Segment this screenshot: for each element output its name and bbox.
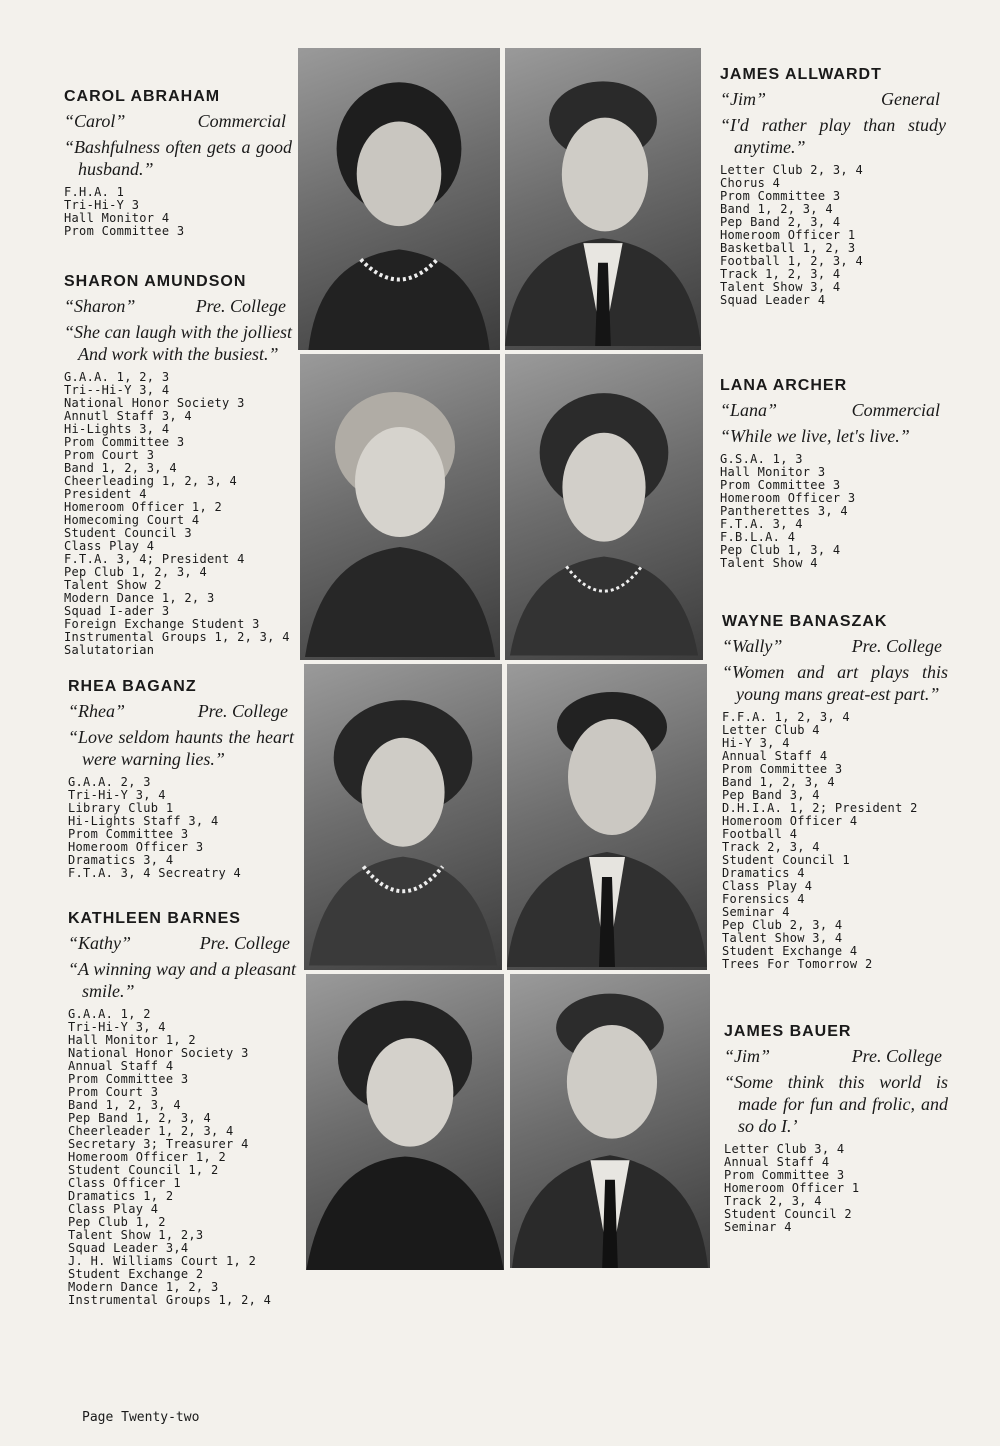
student-subline bbox=[68, 700, 294, 722]
activities-list bbox=[724, 1143, 948, 1234]
activity-item: Track 2, 3, 4 bbox=[722, 840, 820, 854]
activity-item: Hall Monitor 1, 2 bbox=[68, 1033, 196, 1047]
student-course: Pre. College bbox=[195, 296, 286, 316]
activity-item: Talent Show 3, 4 bbox=[720, 280, 841, 294]
activity-item: Football 4 bbox=[722, 827, 798, 841]
portrait-sharon-amundson bbox=[300, 354, 500, 660]
student-course: Pre. College bbox=[199, 933, 290, 953]
activity-item: Letter Club 4 bbox=[722, 723, 820, 737]
activity-item: Salutatorian bbox=[64, 643, 155, 657]
student-name: CAROL ABRAHAM bbox=[64, 88, 221, 105]
activity-item: Tri--Hi-Y 3, 4 bbox=[64, 383, 170, 397]
activity-item: Seminar 4 bbox=[724, 1220, 792, 1234]
activity-item: Prom Committee 3 bbox=[720, 478, 841, 492]
activity-item: G.A.A. 1, 2, 3 bbox=[64, 370, 170, 384]
activity-item: Squad Leader 3,4 bbox=[68, 1241, 189, 1255]
activity-item: Hall Monitor 4 bbox=[64, 211, 170, 225]
student-course: Commercial bbox=[851, 400, 940, 420]
activity-item: Track 1, 2, 3, 4 bbox=[720, 267, 841, 281]
activity-item: G.S.A. 1, 3 bbox=[720, 452, 803, 466]
portrait-james-bauer bbox=[510, 974, 710, 1268]
student-subline bbox=[724, 1045, 948, 1067]
activity-item: F.T.A. 3, 4; President 4 bbox=[64, 552, 245, 566]
portrait-silhouette-icon bbox=[510, 974, 710, 1268]
activities-list bbox=[64, 371, 292, 657]
activity-item: Talent Show 1, 2,3 bbox=[68, 1228, 204, 1242]
student-rhea-baganz bbox=[68, 678, 294, 880]
activity-item: Pep Band 3, 4 bbox=[722, 788, 820, 802]
activity-item: Band 1, 2, 3, 4 bbox=[722, 775, 835, 789]
portrait-silhouette-icon bbox=[304, 664, 502, 970]
activity-item: Dramatics 3, 4 bbox=[68, 853, 174, 867]
activities-list bbox=[720, 453, 946, 570]
activity-item: Hi-Lights Staff 3, 4 bbox=[68, 814, 219, 828]
activity-item: F.T.A. 3, 4 bbox=[720, 517, 803, 531]
student-nickname: “Kathy” bbox=[68, 933, 132, 953]
activity-item: Student Council 1 bbox=[722, 853, 850, 867]
activity-item: Hi-Y 3, 4 bbox=[722, 736, 790, 750]
activity-item: Homeroom Officer 1 bbox=[720, 228, 856, 242]
activity-item: Homeroom Officer 1 bbox=[724, 1181, 860, 1195]
activity-item: Pep Club 1, 2, 3, 4 bbox=[64, 565, 207, 579]
student-name: SHARON AMUNDSON bbox=[64, 273, 247, 290]
student-nickname: “Jim” bbox=[724, 1046, 771, 1066]
activity-item: Tri-Hi-Y 3, 4 bbox=[68, 1020, 166, 1034]
student-quote: “I'd rather play than study anytime.” bbox=[720, 115, 946, 157]
activity-item: Hi-Lights 3, 4 bbox=[64, 422, 170, 436]
activity-item: Annual Staff 4 bbox=[722, 749, 828, 763]
student-quote: “Love seldom haunts the heart were warning lies.” bbox=[68, 727, 294, 769]
activity-item: Cheerleader 1, 2, 3, 4 bbox=[68, 1124, 234, 1138]
student-name: JAMES ALLWARDT bbox=[720, 66, 882, 83]
student-course: Commercial bbox=[197, 111, 286, 131]
portrait-kathleen-barnes bbox=[306, 974, 504, 1270]
activity-item: Prom Committee 3 bbox=[724, 1168, 845, 1182]
portrait-silhouette-icon bbox=[505, 354, 703, 660]
activity-item: Pep Club 2, 3, 4 bbox=[722, 918, 843, 932]
portrait-silhouette-icon bbox=[505, 48, 701, 350]
activity-item: Dramatics 1, 2 bbox=[68, 1189, 174, 1203]
activity-item: Student Exchange 4 bbox=[722, 944, 858, 958]
student-carol-abraham bbox=[64, 88, 292, 238]
activities-list bbox=[64, 186, 292, 238]
activity-item: Foreign Exchange Student 3 bbox=[64, 617, 260, 631]
activity-item: Prom Committee 3 bbox=[722, 762, 843, 776]
activity-item: Homecoming Court 4 bbox=[64, 513, 200, 527]
activity-item: Secretary 3; Treasurer 4 bbox=[68, 1137, 249, 1151]
activity-item: D.H.I.A. 1, 2; President 2 bbox=[722, 801, 918, 815]
activity-item: Band 1, 2, 3, 4 bbox=[64, 461, 177, 475]
student-quote: “Some think this world is made for fun and frolic, and so do I.’ bbox=[724, 1072, 948, 1136]
activity-item: G.A.A. 2, 3 bbox=[68, 775, 151, 789]
student-nickname: “Rhea” bbox=[68, 701, 126, 721]
activity-item: Class Play 4 bbox=[68, 1202, 159, 1216]
activity-item: Student Council 2 bbox=[724, 1207, 852, 1221]
activity-item: Football 1, 2, 3, 4 bbox=[720, 254, 863, 268]
activities-list bbox=[720, 164, 946, 307]
activity-item: Homeroom Officer 3 bbox=[720, 491, 856, 505]
activity-item: Homeroom Officer 1, 2 bbox=[64, 500, 223, 514]
student-subline bbox=[64, 110, 292, 132]
activities-list bbox=[722, 711, 948, 971]
portrait-silhouette-icon bbox=[298, 48, 500, 350]
portrait-wayne-banaszak bbox=[507, 664, 707, 970]
activity-item: Band 1, 2, 3, 4 bbox=[68, 1098, 181, 1112]
activity-item: Pep Band 2, 3, 4 bbox=[720, 215, 841, 229]
activities-list bbox=[68, 1008, 296, 1307]
student-kathleen-barnes bbox=[68, 910, 296, 1307]
portrait-rhea-baganz bbox=[304, 664, 502, 970]
activity-item: Pep Band 1, 2, 3, 4 bbox=[68, 1111, 211, 1125]
student-nickname: “Wally” bbox=[722, 636, 783, 656]
student-subline bbox=[720, 399, 946, 421]
student-quote: “While we live, let's live.” bbox=[720, 426, 910, 446]
activity-item: Instrumental Groups 1, 2, 4 bbox=[68, 1293, 272, 1307]
activity-item: Talent Show 3, 4 bbox=[722, 931, 843, 945]
activity-item: Annutl Staff 3, 4 bbox=[64, 409, 192, 423]
student-quote: “Women and art plays this young mans great-est part.” bbox=[722, 662, 948, 704]
activity-item: Modern Dance 1, 2, 3 bbox=[64, 591, 215, 605]
student-course: Pre. College bbox=[851, 636, 942, 656]
activity-item: F.F.A. 1, 2, 3, 4 bbox=[722, 710, 850, 724]
portrait-lana-archer bbox=[505, 354, 703, 660]
activity-item: Forensics 4 bbox=[722, 892, 805, 906]
activity-item: National Honor Society 3 bbox=[64, 396, 245, 410]
activity-item: Basketball 1, 2, 3 bbox=[720, 241, 856, 255]
activity-item: Squad Leader 4 bbox=[720, 293, 826, 307]
activity-item: Talent Show 2 bbox=[64, 578, 162, 592]
student-james-bauer bbox=[724, 1023, 948, 1234]
student-lana-archer bbox=[720, 377, 946, 570]
activities-list bbox=[68, 776, 294, 880]
activity-item: President 4 bbox=[64, 487, 147, 501]
student-james-allwardt bbox=[720, 66, 946, 307]
activity-item: Annual Staff 4 bbox=[68, 1059, 174, 1073]
activity-item: Class Play 4 bbox=[722, 879, 813, 893]
student-course: Pre. College bbox=[197, 701, 288, 721]
activity-item: Prom Committee 3 bbox=[64, 224, 185, 238]
activity-item: Pep Club 1, 2 bbox=[68, 1215, 166, 1229]
activity-item: Squad I‐ader 3 bbox=[64, 604, 170, 618]
student-nickname: “Lana” bbox=[720, 400, 778, 420]
student-subline bbox=[68, 932, 296, 954]
activity-item: Trees For Tomorrow 2 bbox=[722, 957, 873, 971]
activity-item: Cheerleading 1, 2, 3, 4 bbox=[64, 474, 238, 488]
activity-item: Prom Committee 3 bbox=[64, 435, 185, 449]
activity-item: Letter Club 2, 3, 4 bbox=[720, 163, 863, 177]
activity-item: Hall Monitor 3 bbox=[720, 465, 826, 479]
activity-item: Pantherettes 3, 4 bbox=[720, 504, 848, 518]
student-quote: “Bashfulness often gets a good husband.” bbox=[64, 137, 292, 179]
activity-item: Talent Show 4 bbox=[720, 556, 818, 570]
student-name: LANA ARCHER bbox=[720, 377, 848, 394]
portrait-carol-abraham bbox=[298, 48, 500, 350]
activity-item: Homeroom Officer 3 bbox=[68, 840, 204, 854]
student-quote: “A winning way and a pleasant smile.” bbox=[68, 959, 296, 1001]
portrait-silhouette-icon bbox=[300, 354, 500, 660]
activity-item: Student Council 1, 2 bbox=[68, 1163, 219, 1177]
activity-item: J. H. Williams Court 1, 2 bbox=[68, 1254, 257, 1268]
activity-item: Tri-Hi-Y 3 bbox=[64, 198, 140, 212]
student-wayne-banaszak bbox=[722, 613, 948, 971]
student-subline bbox=[720, 88, 946, 110]
activity-item: Track 2, 3, 4 bbox=[724, 1194, 822, 1208]
student-name: WAYNE BANASZAK bbox=[722, 613, 888, 630]
activity-item: Student Council 3 bbox=[64, 526, 192, 540]
activity-item: Library Club 1 bbox=[68, 801, 174, 815]
student-subline bbox=[722, 635, 948, 657]
student-course: Pre. College bbox=[851, 1046, 942, 1066]
activity-item: Prom Committee 3 bbox=[68, 827, 189, 841]
activity-item: Tri-Hi-Y 3, 4 bbox=[68, 788, 166, 802]
activity-item: F.B.L.A. 4 bbox=[720, 530, 796, 544]
portrait-silhouette-icon bbox=[507, 664, 707, 970]
activity-item: Homeroom Officer 4 bbox=[722, 814, 858, 828]
student-name: KATHLEEN BARNES bbox=[68, 910, 241, 927]
activity-item: Pep Club 1, 3, 4 bbox=[720, 543, 841, 557]
student-course: General bbox=[881, 89, 940, 109]
activity-item: National Honor Society 3 bbox=[68, 1046, 249, 1060]
activity-item: Instrumental Groups 1, 2, 3, 4 bbox=[64, 630, 290, 644]
activity-item: G.A.A. 1, 2 bbox=[68, 1007, 151, 1021]
activity-item: Student Exchange 2 bbox=[68, 1267, 204, 1281]
activity-item: Annual Staff 4 bbox=[724, 1155, 830, 1169]
activity-item: F.H.A. 1 bbox=[64, 185, 125, 199]
student-subline bbox=[64, 295, 292, 317]
activity-item: Letter Club 3, 4 bbox=[724, 1142, 845, 1156]
activity-item: Chorus 4 bbox=[720, 176, 781, 190]
activity-item: Band 1, 2, 3, 4 bbox=[720, 202, 833, 216]
activity-item: Class Officer 1 bbox=[68, 1176, 181, 1190]
student-name: RHEA BAGANZ bbox=[68, 678, 197, 695]
student-name: JAMES BAUER bbox=[724, 1023, 852, 1040]
activity-item: Seminar 4 bbox=[722, 905, 790, 919]
activity-item: Prom Court 3 bbox=[68, 1085, 159, 1099]
portrait-silhouette-icon bbox=[306, 974, 504, 1270]
activity-item: Homeroom Officer 1, 2 bbox=[68, 1150, 227, 1164]
student-nickname: “Jim” bbox=[720, 89, 767, 109]
portrait-james-allwardt bbox=[505, 48, 701, 350]
activity-item: Prom Committee 3 bbox=[720, 189, 841, 203]
student-nickname: “Sharon” bbox=[64, 296, 136, 316]
activity-item: Prom Court 3 bbox=[64, 448, 155, 462]
student-sharon-amundson bbox=[64, 273, 292, 657]
page-number: Page Twenty-two bbox=[82, 1410, 200, 1425]
activity-item: F.T.A. 3, 4 Secreatry 4 bbox=[68, 866, 242, 880]
student-nickname: “Carol” bbox=[64, 111, 126, 131]
activity-item: Prom Committee 3 bbox=[68, 1072, 189, 1086]
activity-item: Modern Dance 1, 2, 3 bbox=[68, 1280, 219, 1294]
activity-item: Class Play 4 bbox=[64, 539, 155, 553]
student-quote: “She can laugh with the jolliest And work with the busiest.” bbox=[64, 322, 292, 364]
activity-item: Dramatics 4 bbox=[722, 866, 805, 880]
